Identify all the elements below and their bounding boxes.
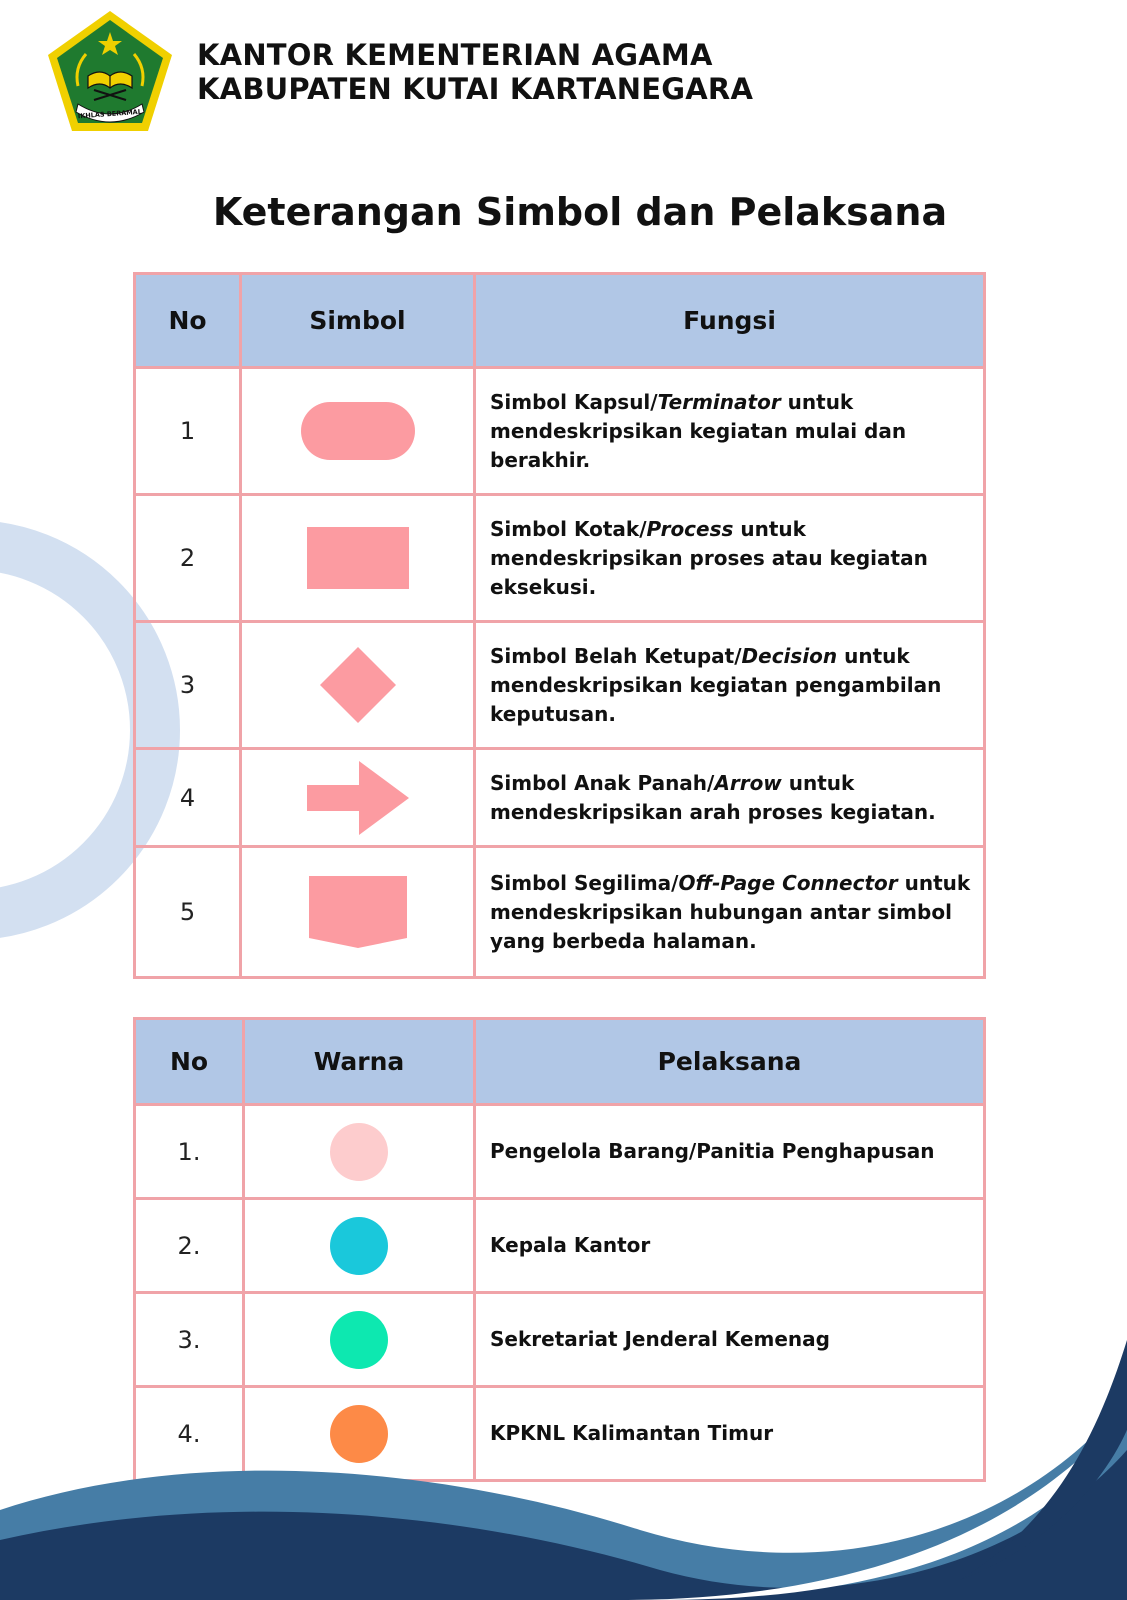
- page-title: Keterangan Simbol dan Pelaksana: [212, 190, 948, 234]
- row-number: 1.: [135, 1105, 244, 1199]
- executors-header-row: [135, 1019, 985, 1105]
- symbol-description: Simbol Belah Ketupat/Decision untuk mendeskripsikan kegiatan pengambilan keputusan.: [475, 622, 985, 749]
- row-number: 3: [135, 622, 241, 749]
- pentagon-offpage-connector-icon: [307, 874, 409, 950]
- color-swatch: [330, 1217, 388, 1275]
- org-title-line1: KANTOR KEMENTERIAN AGAMA: [197, 38, 713, 72]
- table-row: [135, 1199, 985, 1293]
- row-number: 4.: [135, 1387, 244, 1481]
- arrow-right-icon: [305, 759, 411, 837]
- col-header-pelaksana: Pelaksana: [475, 1019, 985, 1105]
- diamond-decision-icon: [318, 645, 398, 725]
- symbol-description: Simbol Anak Panah/Arrow untuk mendeskripsikan arah proses kegiatan.: [475, 749, 985, 847]
- capsule-terminator-icon: [300, 401, 416, 461]
- row-number: 4: [135, 749, 241, 847]
- logo-motto: IKHLAS BERAMAL: [77, 107, 143, 121]
- table-row: [135, 622, 985, 749]
- table-row: [135, 1105, 985, 1199]
- executor-label: Sekretariat Jenderal Kemenag: [475, 1293, 985, 1387]
- color-swatch: [330, 1123, 388, 1181]
- col-header-no: No: [135, 1019, 244, 1105]
- row-number: 1: [135, 368, 241, 495]
- table-row: [135, 749, 985, 847]
- col-header-fungsi: Fungsi: [475, 274, 985, 368]
- row-number: 3.: [135, 1293, 244, 1387]
- row-number: 5: [135, 847, 241, 978]
- symbol-description: Simbol Segilima/Off-Page Connector untuk mendeskripsikan hubungan antar simbol yang berbeda halaman.: [475, 847, 985, 978]
- row-number: 2: [135, 495, 241, 622]
- table-row: [135, 495, 985, 622]
- col-header-simbol: Simbol: [241, 274, 475, 368]
- col-header-no: No: [135, 274, 241, 368]
- table-row: [135, 847, 985, 978]
- symbol-description: Simbol Kapsul/Terminator untuk mendeskripsikan kegiatan mulai dan berakhir.: [475, 368, 985, 495]
- symbols-header-row: [135, 274, 985, 368]
- table-row: [135, 368, 985, 495]
- executor-label: Pengelola Barang/Panitia Penghapusan: [475, 1105, 985, 1199]
- org-title: [197, 38, 753, 106]
- symbols-table: [133, 272, 986, 979]
- decorative-waves: [0, 1300, 1127, 1600]
- row-number: 2.: [135, 1199, 244, 1293]
- symbol-description: Simbol Kotak/Process untuk mendeskripsikan proses atau kegiatan eksekusi.: [475, 495, 985, 622]
- org-title-line2: KABUPATEN KUTAI KARTANEGARA: [197, 72, 754, 106]
- executor-label: KPKNL Kalimantan Timur: [475, 1387, 985, 1481]
- rectangle-process-icon: [306, 526, 410, 590]
- col-header-warna: Warna: [244, 1019, 475, 1105]
- executor-label: Kepala Kantor: [475, 1199, 985, 1293]
- kemenag-logo-icon: [44, 8, 176, 136]
